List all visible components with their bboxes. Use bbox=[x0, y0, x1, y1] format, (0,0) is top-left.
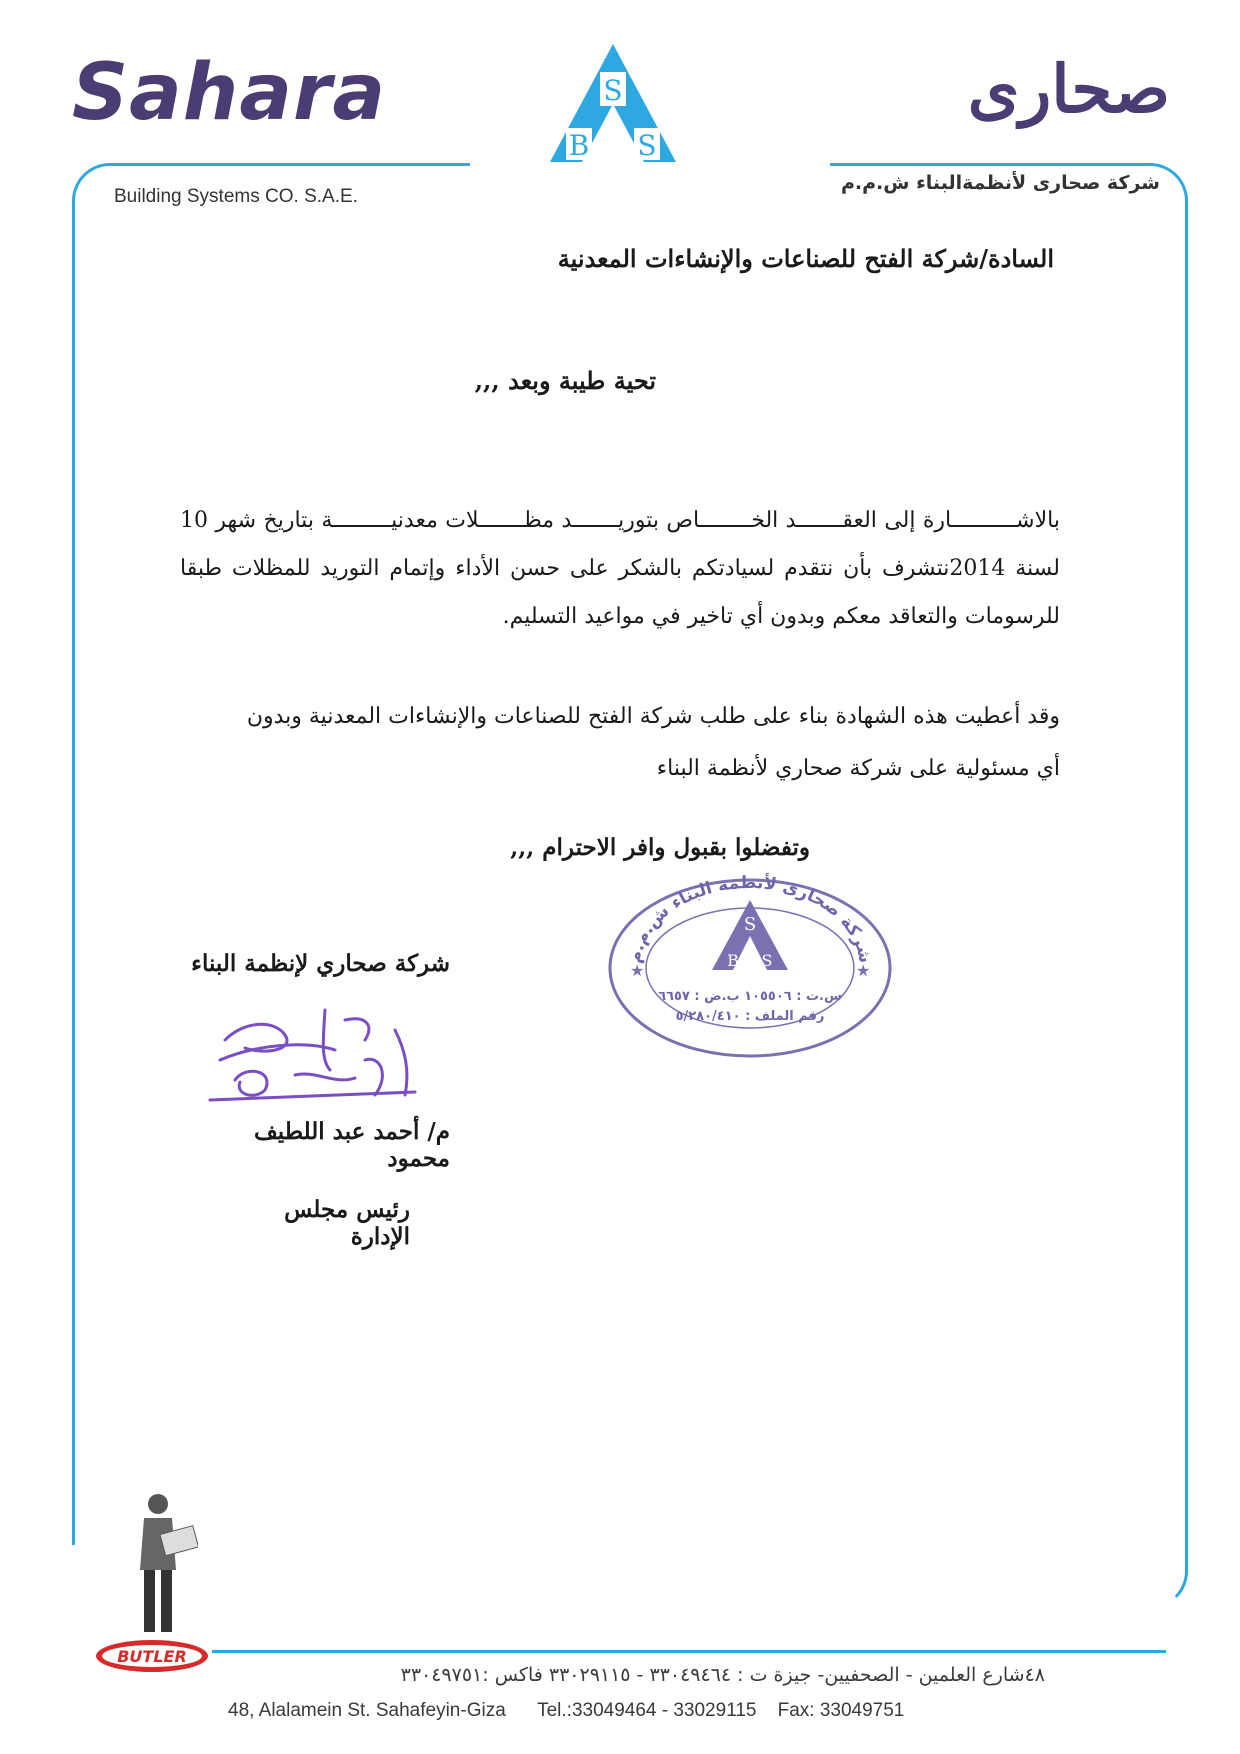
letter-recipient: السادة/شركة الفتح للصناعات والإنشاءات المعدنية bbox=[557, 244, 1054, 273]
letter-closing: وتفضلوا بقبول وافر الاحترام ,,, bbox=[510, 834, 810, 861]
signatory-name: م/ أحمد عبد اللطيف محمود bbox=[253, 1118, 450, 1172]
footer-rule bbox=[212, 1650, 1166, 1653]
company-stamp bbox=[600, 858, 900, 1058]
stamp-ring-text: شركة صحارى لأنظمة البناء ش.م.م bbox=[625, 872, 876, 965]
stamp-file-line: رقم الملف : ٥/٢٨٠/٤١٠ bbox=[675, 1009, 825, 1024]
sahara-logo-en: Sahara bbox=[72, 48, 387, 138]
butler-badge-text: BUTLER bbox=[117, 1647, 187, 1666]
logo-letter-b: B bbox=[568, 129, 590, 162]
signatory-company: شركة صحاري لإنظمة البناء bbox=[191, 950, 450, 977]
logo-letter-s-right: S bbox=[637, 129, 657, 162]
letter-greeting: تحية طيبة وبعد ,,, bbox=[474, 366, 656, 395]
butler-figure-icon bbox=[118, 1490, 198, 1640]
sbs-triangle-logo bbox=[548, 42, 678, 164]
footer-address-en: 48, Alalamein St. Sahafeyin-Giza Tel.:33049464 - 33029115 Fax: 33049751 bbox=[228, 1700, 905, 1721]
sahara-logo-ar: صحارى bbox=[967, 50, 1170, 128]
letter-paragraph-2: وقد أعطيت هذه الشهادة بناء على طلب شركة الفتح للصناعات والإنشاءات المعدنية وبدون أي مسئولية على شركة صحاري لأنظمة البناء bbox=[246, 704, 1060, 781]
star-icon: ★ bbox=[856, 961, 871, 980]
logo-letter-s-top: S bbox=[603, 74, 623, 107]
stamp-letter-s-top: S bbox=[743, 914, 757, 935]
stamp-letter-b: B bbox=[727, 951, 739, 970]
company-subtitle-en: Building Systems CO. S.A.E. bbox=[114, 186, 358, 207]
footer-address-ar: ٤٨شارع العلمين - الصحفيين- جيزة ت : ٣٣٠٤٩٤٦٤ - ٣٣٠٢٩١١٥ فاكس :٣٣٠٤٩٧٥١ bbox=[400, 1664, 1045, 1686]
company-subtitle-ar: شركة صحارى لأنظمةالبناء ش.م.م bbox=[840, 172, 1160, 194]
stamp-registry-line: س.ت : ١٠٥٥٠٦ ب.ض : ٦٦٥٧ bbox=[658, 989, 842, 1004]
star-icon: ★ bbox=[630, 961, 645, 980]
handwritten-signature bbox=[205, 1000, 435, 1110]
frame-gap bbox=[60, 1545, 120, 1635]
letter-paragraph-1: بالاشــــــــــارة إلى العقـــــــد الخــــــــاص بتوريـــــــد مظـــــــلات معدنيـــــــــة بتاريخ شهر 10 لسنة 2014نتشرف بأن نتقدم لسيادتكم بالشكر على حسن الأداء وإتمام التوريد للمظلات طبقا للرسومات والتعاقد معكم وبدون أي تاخير في مواعيد التسليم. bbox=[180, 508, 1060, 629]
butler-badge bbox=[94, 1638, 210, 1674]
signatory-title: رئيس مجلس الإدارة bbox=[284, 1196, 410, 1250]
stamp-letter-s-right: S bbox=[761, 951, 773, 970]
